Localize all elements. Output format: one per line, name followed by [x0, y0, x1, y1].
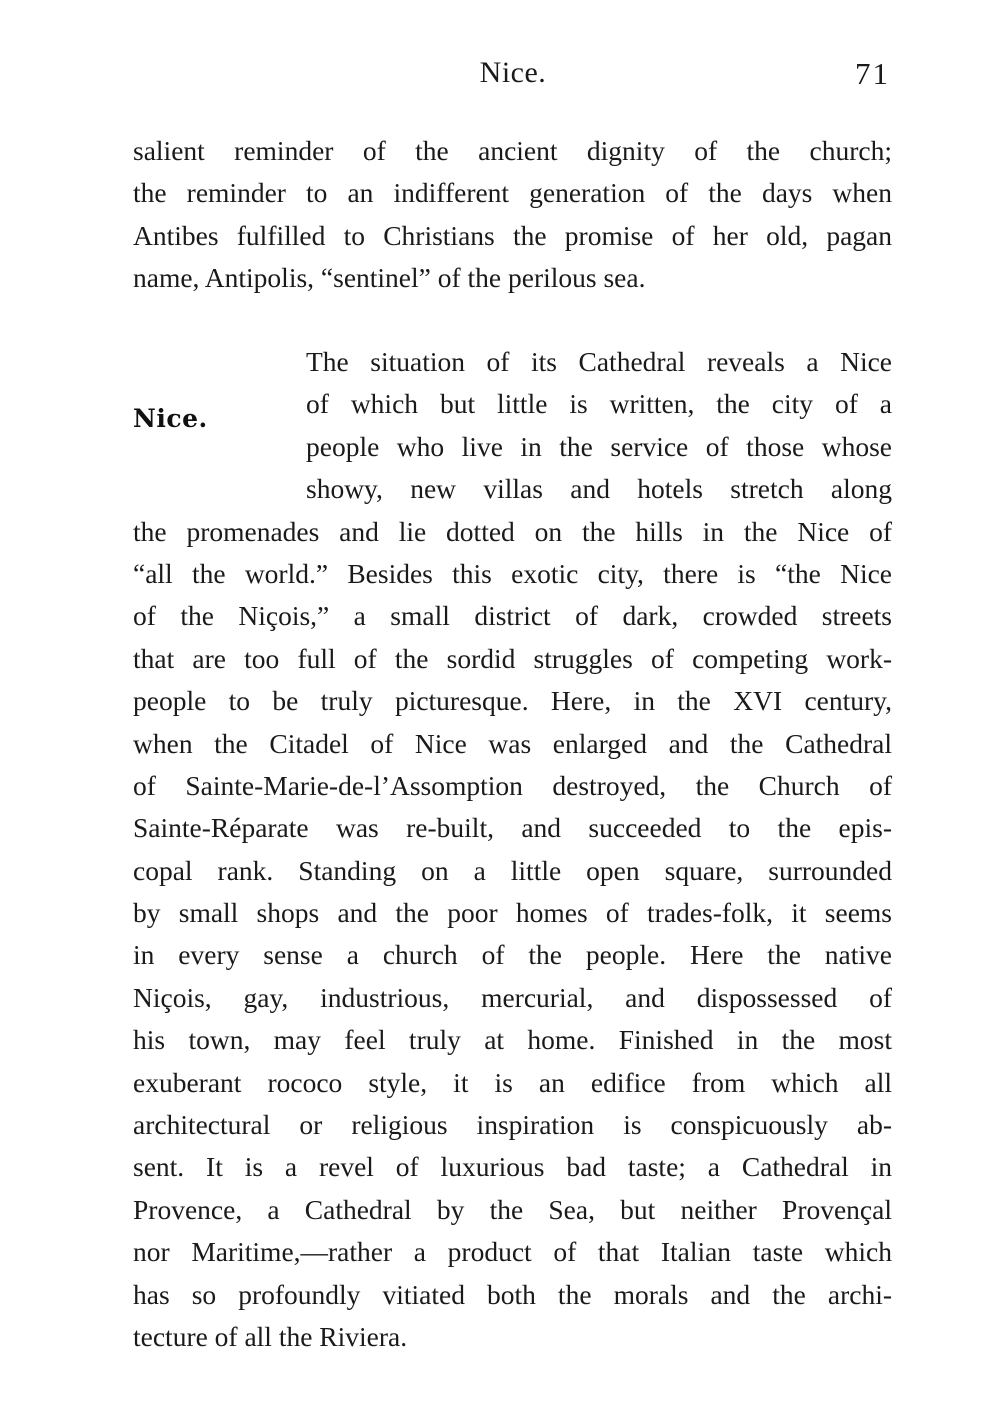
- text-line: people to be truly picturesque. Here, in the XVI century,: [133, 685, 892, 717]
- text-line: when the Citadel of Nice was enlarged and the Cathedral: [133, 727, 892, 759]
- text-line: showy, new villas and hotels stretch along: [306, 473, 892, 505]
- text-line: by small shops and the poor homes of trades-folk, it seems: [133, 897, 892, 929]
- text-line: The situation of its Cathedral reveals a Nice: [306, 346, 892, 377]
- text-line: of Sainte-Marie-de-l’Assomption destroyed, the Church of: [133, 769, 892, 801]
- text-line: his town, may feel truly at home. Finished in the most: [133, 1024, 892, 1056]
- text-line: the promenades and lie dotted on the hills in the Nice of: [133, 515, 892, 547]
- text-line: copal rank. Standing on a little open square, surrounded: [133, 854, 892, 886]
- paragraph-continued: [133, 130, 892, 300]
- text-line: has so profoundly vitiated both the morals and the archi-: [133, 1278, 892, 1310]
- text-line: Niçois, gay, industrious, mercurial, and dispossessed of: [133, 981, 892, 1013]
- text-line: people who live in the service of those whose: [306, 430, 892, 462]
- text-line: name, Antipolis, “sentinel” of the perilous sea.: [133, 262, 646, 294]
- text-line: nor Maritime,—rather a product of that Italian taste which: [133, 1236, 892, 1268]
- paragraph-nice: [133, 341, 892, 1358]
- text-line: the reminder to an indifferent generation of the days when: [133, 177, 892, 209]
- page-number: 71: [855, 56, 890, 91]
- text-line: tecture of all the Riviera.: [133, 1320, 408, 1352]
- text-line: Sainte-Réparate was re-built, and succeeded to the epis-: [133, 812, 892, 844]
- text-line: architectural or religious inspiration is conspicuously ab-: [133, 1109, 892, 1141]
- text-line: “all the world.” Besides this exotic city, there is “the Nice: [133, 557, 892, 589]
- text-line: of which but little is written, the city of a: [306, 388, 892, 420]
- text-line: exuberant rococo style, it is an edifice from which all: [133, 1066, 892, 1098]
- text-line: that are too full of the sordid struggles of competing work-: [133, 642, 892, 674]
- running-title: Nice.: [479, 56, 547, 89]
- text-line: salient reminder of the ancient dignity of the church;: [133, 135, 892, 166]
- text-line: Provence, a Cathedral by the Sea, but neither Provençal: [133, 1193, 892, 1225]
- running-head: [0, 56, 1000, 96]
- text-line: of the Niçois,” a small district of dark, crowded streets: [133, 600, 892, 632]
- text-line: Antibes fulfilled to Christians the promise of her old, pagan: [133, 219, 892, 251]
- side-heading: Nice.: [133, 404, 208, 433]
- text-line: sent. It is a revel of luxurious bad taste; a Cathedral in: [133, 1151, 892, 1183]
- text-line: in every sense a church of the people. Here the native: [133, 939, 892, 971]
